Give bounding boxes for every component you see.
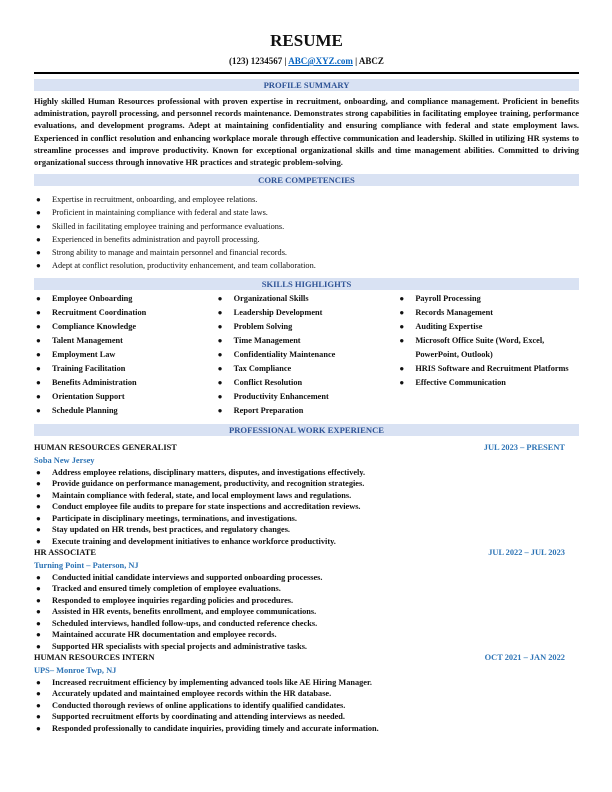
list-item xyxy=(34,390,216,404)
list-item xyxy=(34,334,216,348)
list-item-text: Effective Communication xyxy=(415,378,506,388)
bullet-icon: ● xyxy=(36,261,41,271)
header-rule xyxy=(34,72,579,74)
bullet-icon: ● xyxy=(36,700,41,710)
list-item xyxy=(34,376,216,390)
bullet-icon: ● xyxy=(217,322,223,332)
list-item xyxy=(397,376,579,390)
bullet-icon: ● xyxy=(217,350,223,360)
list-item-text: Execute training and development initiatives to enhance workforce productivity. xyxy=(52,536,336,546)
bullet-icon: ● xyxy=(36,630,41,640)
skills-column xyxy=(397,292,579,418)
location: ABCZ xyxy=(358,56,384,66)
job-date: JUL 2022 – JUL 2023 xyxy=(488,548,565,558)
list-item xyxy=(216,334,398,348)
job-header xyxy=(34,547,579,560)
section-heading-core: CORE COMPETENCIES xyxy=(34,174,579,186)
list-item xyxy=(34,524,579,536)
bullet-icon: ● xyxy=(36,479,41,489)
bullet-icon: ● xyxy=(217,336,223,346)
bullet-icon: ● xyxy=(36,234,41,244)
list-item xyxy=(216,306,398,320)
bullet-icon: ● xyxy=(36,195,41,205)
list-item xyxy=(34,618,579,630)
bullet-icon: ● xyxy=(36,525,41,535)
skills-column xyxy=(34,292,216,418)
list-item xyxy=(34,595,579,607)
list-item-text: Tracked and ensured timely completion of employee evaluations. xyxy=(52,584,281,594)
job-bullets xyxy=(34,572,579,653)
list-item xyxy=(34,583,579,595)
list-item-text: Proficient in maintaining compliance with federal and state laws. xyxy=(52,208,268,218)
job-company: UPS– Monroe Twp, NJ xyxy=(34,665,117,675)
list-item-text: Conduct employee file audits to prepare for state inspections and accreditation reviews. xyxy=(52,502,361,512)
list-item-text: Increased recruitment efficiency by implementing advanced tools like AE Hiring Manager. xyxy=(52,677,372,687)
list-item xyxy=(34,501,579,513)
list-item xyxy=(34,233,579,246)
list-item-text: Confidentiality Maintenance xyxy=(233,350,336,360)
list-item-text: Responded to employee inquiries regarding policies and procedures. xyxy=(52,595,294,605)
list-item-text: Benefits Administration xyxy=(52,378,137,388)
list-item xyxy=(34,723,579,735)
bullet-icon: ● xyxy=(36,641,41,651)
bullet-icon: ● xyxy=(217,378,223,388)
bullet-icon: ● xyxy=(399,364,405,374)
list-item-text: Report Preparation xyxy=(233,406,304,416)
bullet-icon: ● xyxy=(36,689,41,699)
bullet-icon: ● xyxy=(36,712,41,722)
job-date: OCT 2021 – JAN 2022 xyxy=(484,653,565,663)
list-item xyxy=(216,292,398,306)
list-item-text: HRIS Software and Recruitment Platforms xyxy=(415,364,569,374)
bullet-icon: ● xyxy=(36,208,41,218)
list-item-text: Address employee relations, disciplinary matters, disputes, and investigations effectively. xyxy=(52,467,366,477)
job-entry xyxy=(34,652,579,734)
job-header xyxy=(34,442,579,455)
list-item-text: Supported HR specialists with special projects and administrative tasks. xyxy=(52,641,307,651)
list-item-text: Recruitment Coordination xyxy=(52,308,147,318)
list-item-text: Supported recruitment efforts by coordinating and attending interviews as needed. xyxy=(52,712,345,722)
bullet-icon: ● xyxy=(399,308,405,318)
section-heading-skills: SKILLS HIGHLIGHTS xyxy=(34,278,579,290)
list-item xyxy=(34,292,216,306)
list-item-text: Talent Management xyxy=(52,336,123,346)
list-item-text: Maintain compliance with federal, state, and local employment laws and regulations. xyxy=(52,490,352,500)
bullet-icon: ● xyxy=(217,308,223,318)
bullet-icon: ● xyxy=(399,336,405,346)
bullet-icon: ● xyxy=(36,364,41,374)
bullet-icon: ● xyxy=(36,308,41,318)
list-item xyxy=(397,306,579,320)
list-item-text: Conflict Resolution xyxy=(233,378,303,388)
bullet-icon: ● xyxy=(36,248,41,258)
list-item-text: Productivity Enhancement xyxy=(233,392,329,402)
list-item-text: Training Facilitation xyxy=(52,364,126,374)
list-item xyxy=(34,700,579,712)
list-item xyxy=(34,711,579,723)
list-item xyxy=(34,362,216,376)
list-item-text: Compliance Knowledge xyxy=(52,322,137,332)
bullet-icon: ● xyxy=(36,350,41,360)
list-item-text: Organizational Skills xyxy=(233,294,309,304)
list-item xyxy=(216,404,398,418)
bullet-icon: ● xyxy=(217,406,223,416)
list-item-text: Stay updated on HR trends, best practices, and regulatory changes. xyxy=(52,525,291,535)
list-item-text: Strong ability to manage and maintain personnel and financial records. xyxy=(52,248,288,258)
bullet-icon: ● xyxy=(36,584,41,594)
list-item-text: Conducted thorough reviews of online applications to identify qualified candidates. xyxy=(52,700,346,710)
list-item xyxy=(34,572,579,584)
list-item-text: Orientation Support xyxy=(52,392,125,402)
job-title: HUMAN RESOURCES INTERN xyxy=(34,653,155,663)
bullet-icon: ● xyxy=(36,513,41,523)
list-item xyxy=(34,320,216,334)
job-entry xyxy=(34,547,579,652)
list-item-text: Time Management xyxy=(233,336,301,346)
job-header xyxy=(34,652,579,665)
list-item xyxy=(34,246,579,259)
section-heading-work: PROFESSIONAL WORK EXPERIENCE xyxy=(34,424,579,436)
list-item-text: Payroll Processing xyxy=(415,294,481,304)
list-item-text: Employment Law xyxy=(52,350,116,360)
list-item xyxy=(34,641,579,653)
work-experience xyxy=(34,442,579,734)
job-company: Turning Point – Paterson, NJ xyxy=(34,560,139,570)
bullet-icon: ● xyxy=(36,490,41,500)
bullet-icon: ● xyxy=(36,618,41,628)
bullet-icon: ● xyxy=(217,294,223,304)
list-item-text: Accurately updated and maintained employee records within the HR database. xyxy=(52,689,332,699)
list-item xyxy=(34,513,579,525)
list-item xyxy=(34,306,216,320)
list-item-text: Assisted in HR events, benefits enrollment, and employee communications. xyxy=(52,607,317,617)
bullet-icon: ● xyxy=(399,294,405,304)
section-heading-summary: PROFILE SUMMARY xyxy=(34,79,579,91)
list-item xyxy=(397,334,579,362)
list-item-text: Auditing Expertise xyxy=(415,322,483,332)
list-item xyxy=(34,348,216,362)
list-item-text: Microsoft Office Suite (Word, Excel, PowerPoint, Outlook) xyxy=(415,336,545,360)
list-item-text: Schedule Planning xyxy=(52,406,118,416)
bullet-icon: ● xyxy=(36,607,41,617)
skills-column xyxy=(216,292,398,418)
list-item xyxy=(34,220,579,233)
list-item xyxy=(34,478,579,490)
list-item xyxy=(34,536,579,548)
bullet-icon: ● xyxy=(217,392,223,402)
list-item-text: Responded professionally to candidate inquiries, providing timely and accurate information. xyxy=(52,723,379,733)
list-item xyxy=(34,259,579,272)
list-item xyxy=(216,390,398,404)
bullet-icon: ● xyxy=(36,595,41,605)
list-item xyxy=(34,677,579,689)
list-item xyxy=(397,320,579,334)
list-item-text: Expertise in recruitment, onboarding, and employee relations. xyxy=(52,195,258,205)
list-item xyxy=(397,292,579,306)
contact-line xyxy=(34,55,579,67)
list-item xyxy=(216,348,398,362)
profile-summary: Highly skilled Human Resources professional with proven expertise in recruitment, onboarding, and compliance management. Proficient in benefits administration, payroll processing, and personnel records maintenance. Demonstrates strong capabilities in facilitating employee training, performance evaluations, and development programs. Adept at maintaining confidentiality and ensuring compliance with federal and state employment laws. Experienced in conflict resolution and enhancing workplace morale through effective communication and leadership. Skilled in utilizing HR systems to streamline processes and improve productivity. Known for exceptional organizational skills and time management abilities. Committed to driving organizational success through innovative HR practices and strategic problem-solving. xyxy=(34,97,579,168)
job-bullets xyxy=(34,467,579,548)
job-entry xyxy=(34,442,579,547)
list-item xyxy=(34,490,579,502)
bullet-icon: ● xyxy=(36,502,41,512)
list-item xyxy=(397,362,579,376)
bullet-icon: ● xyxy=(36,536,41,546)
bullet-icon: ● xyxy=(399,322,405,332)
list-item-text: Employee Onboarding xyxy=(52,294,133,304)
list-item xyxy=(216,320,398,334)
list-item xyxy=(216,376,398,390)
list-item xyxy=(34,206,579,219)
list-item-text: Records Management xyxy=(415,308,493,318)
list-item-text: Leadership Development xyxy=(233,308,323,318)
job-company: Soba New Jersey xyxy=(34,455,95,465)
bullet-icon: ● xyxy=(36,406,41,416)
bullet-icon: ● xyxy=(399,378,405,388)
bullet-icon: ● xyxy=(36,572,41,582)
list-item-text: Participate in disciplinary meetings, terminations, and investigations. xyxy=(52,513,297,523)
bullet-icon: ● xyxy=(36,336,41,346)
phone: (123) 1234567 xyxy=(229,56,283,66)
resume-title: RESUME xyxy=(270,31,343,50)
list-item-text: Scheduled interviews, handled follow-ups, and conducted reference checks. xyxy=(52,618,318,628)
list-item-text: Tax Compliance xyxy=(233,364,292,374)
job-date: JUL 2023 – PRESENT xyxy=(483,443,565,453)
job-title: HUMAN RESOURCES GENERALIST xyxy=(34,443,177,453)
resume-page xyxy=(34,0,579,734)
bullet-icon: ● xyxy=(36,467,41,477)
bullet-icon: ● xyxy=(36,723,41,733)
list-item-text: Conducted initial candidate interviews and supported onboarding processes. xyxy=(52,572,323,582)
core-competencies-list xyxy=(34,193,579,272)
list-item-text: Skilled in facilitating employee training and performance evaluations. xyxy=(52,221,285,231)
list-item xyxy=(34,404,216,418)
skills-grid xyxy=(34,292,579,418)
job-bullets xyxy=(34,677,579,735)
bullet-icon: ● xyxy=(36,294,41,304)
list-item-text: Adept at conflict resolution, productivity enhancement, and team collaboration. xyxy=(52,261,316,271)
list-item xyxy=(34,193,579,206)
bullet-icon: ● xyxy=(36,677,41,687)
list-item-text: Maintained accurate HR documentation and employee records. xyxy=(52,630,277,640)
job-title: HR ASSOCIATE xyxy=(34,548,96,558)
list-item xyxy=(216,362,398,376)
list-item-text: Problem Solving xyxy=(233,322,293,332)
bullet-icon: ● xyxy=(36,392,41,402)
list-item xyxy=(34,688,579,700)
list-item-text: Provide guidance on performance management, productivity, and recognition strategies. xyxy=(52,479,365,489)
separator: | xyxy=(284,56,287,66)
bullet-icon: ● xyxy=(36,322,41,332)
bullet-icon: ● xyxy=(36,221,41,231)
list-item-text: Experienced in benefits administration and payroll processing. xyxy=(52,234,260,244)
bullet-icon: ● xyxy=(36,378,41,388)
list-item xyxy=(34,629,579,641)
separator: | xyxy=(355,56,358,66)
email-link[interactable]: ABC@XYZ.com xyxy=(288,56,353,66)
list-item xyxy=(34,606,579,618)
list-item xyxy=(34,467,579,479)
bullet-icon: ● xyxy=(217,364,223,374)
